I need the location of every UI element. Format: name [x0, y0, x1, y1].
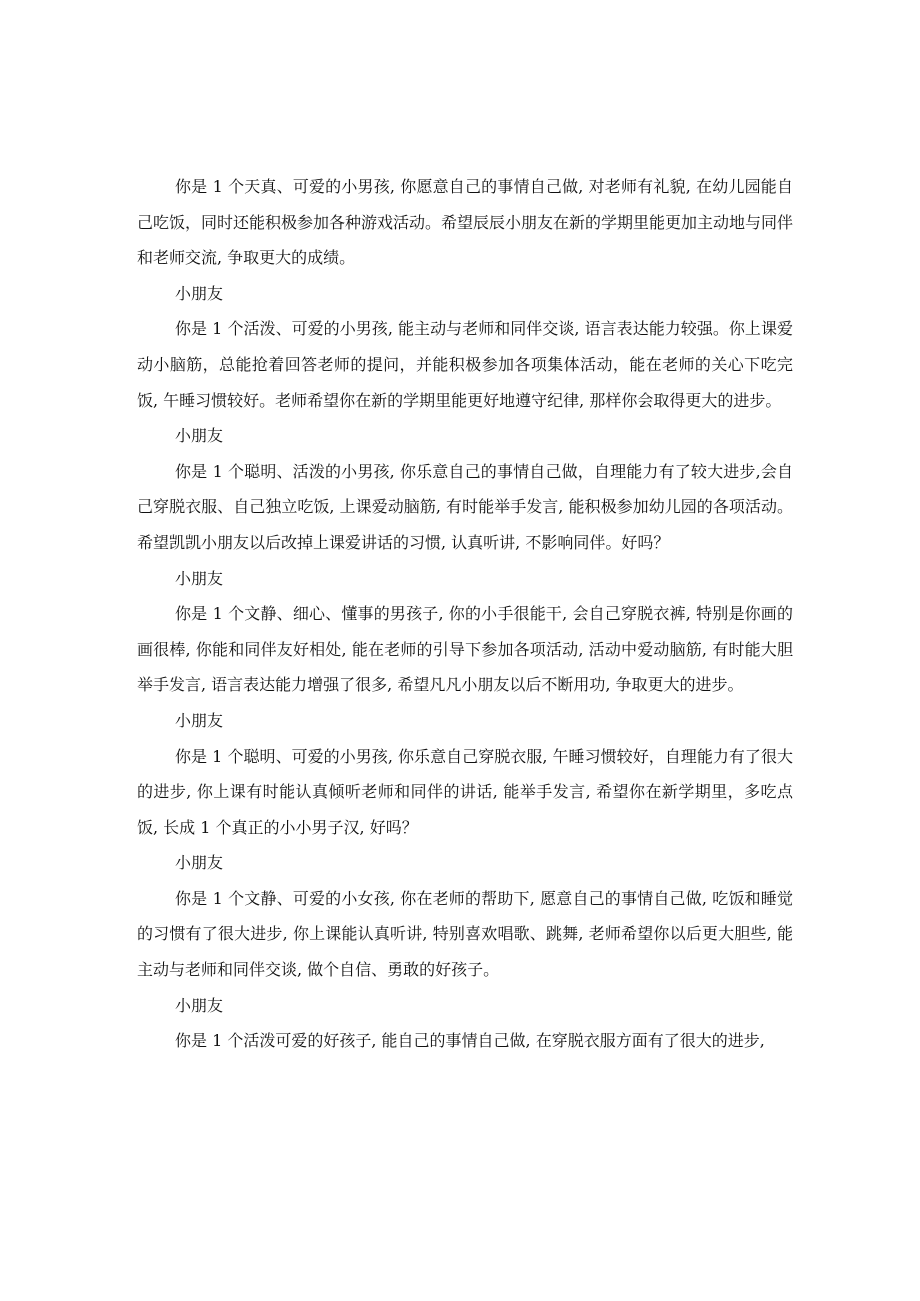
section-heading-6: 小朋友: [175, 995, 224, 1015]
comment-paragraph-6: 你是 1 个文静、可爱的小女孩, 你在老师的帮助下, 愿意自己的事情自己做, 吃饭和睡觉的习惯有了很大进步, 你上课能认真听讲, 特别喜欢唱歌、跳舞, 老师希望你以后更大胆些, 能主动与老师和同伴交谈, 做个自信、勇敢的好孩子。: [137, 888, 793, 980]
section-heading-4: 小朋友: [175, 710, 224, 730]
section-heading-5: 小朋友: [175, 853, 224, 873]
comment-paragraph-1: 你是 1 个天真、可爱的小男孩, 你愿意自己的事情自己做, 对老师有礼貌, 在幼儿园能自己吃饭，同时还能积极参加各种游戏活动。希望辰辰小朋友在新的学期里能更加主动地与同伴和老师交流, 争取更大的成绩。: [137, 177, 794, 268]
section-heading-3: 小朋友: [175, 568, 224, 588]
document-body: [137, 169, 793, 1059]
comment-paragraph-2: 你是 1 个活泼、可爱的小男孩, 能主动与老师和同伴交谈, 语言表达能力较强。你上课爱动小脑筋，总能抢着回答老师的提问，并能积极参加各项集体活动，能在老师的关心下吃完饭, 午睡习惯较好。老师希望你在新的学期里能更好地遵守纪律, 那样你会取得更大的进步。: [137, 319, 793, 410]
comment-paragraph-7: 你是 1 个活泼可爱的好孩子, 能自己的事情自己做, 在穿脱衣服方面有了很大的进步,: [175, 1031, 765, 1051]
section-heading-1: 小朋友: [175, 283, 224, 303]
section-heading-2: 小朋友: [175, 426, 224, 446]
comment-paragraph-3: 你是 1 个聪明、活泼的小男孩, 你乐意自己的事情自己做，自理能力有了较大进步,会自己穿脱衣服、自己独立吃饭, 上课爱动脑筋, 有时能举手发言, 能积极参加幼儿园的各项活动。希望凯凯小朋友以后改掉上课爱讲话的习惯, 认真听讲, 不影响同伴。好吗？: [137, 461, 793, 552]
comment-paragraph-5: 你是 1 个聪明、可爱的小男孩, 你乐意自己穿脱衣服, 午睡习惯较好，自理能力有了很大的进步, 你上课有时能认真倾听老师和同伴的讲话, 能举手发言, 希望你在新学期里，多吃点饭, 长成 1 个真正的小小男子汉, 好吗？: [137, 746, 793, 837]
comment-paragraph-4: 你是 1 个文静、细心、懂事的男孩子, 你的小手很能干, 会自己穿脱衣裤, 特别是你画的画很棒, 你能和同伴友好相处, 能在老师的引导下参加各项活动, 活动中爱动脑筋, 有时能大胆举手发言, 语言表达能力增强了很多, 希望凡凡小朋友以后不断用功, 争取更大的进步。: [137, 604, 793, 695]
